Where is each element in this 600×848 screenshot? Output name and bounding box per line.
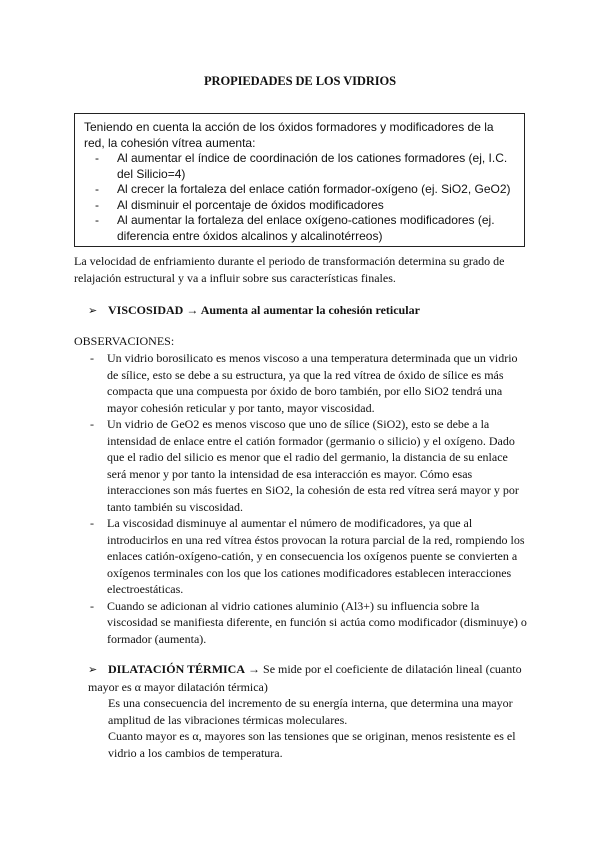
dilatation-heading-rest: → Se mide por el coeficiente de dilatación lineal (cuanto mayor es α mayor dilatación térmica) [88,662,522,694]
dilatation-line: Cuanto mayor es α, mayores son las tensiones que se originan, menos resistente es el vidrio a los cambios de temperatura. [108,729,516,760]
dilatation-heading [88,661,528,695]
viscosity-heading-text: VISCOSIDAD → Aumenta al aumentar la cohesión reticular [108,303,420,317]
list-item: - Al crecer la fortaleza del enlace catión formador-oxígeno (ej. SiO2, GeO2) [84,182,516,198]
box-intro: Teniendo en cuenta la acción de los óxidos formadores y modificadores de la red, la cohesión vítrea aumenta: [84,120,494,150]
list-item: - Al disminuir el porcentaje de óxidos modificadores [84,198,516,214]
arrow-bullet-icon: ➢ [88,305,98,317]
dilatation-heading-bold: DILATACIÓN TÉRMICA [108,662,246,676]
cohesion-list [84,151,516,244]
cooling-paragraph: La velocidad de enfriamiento durante el periodo de transformación determina su grado de relajación estructural y va a influir sobre sus características finales. [74,254,505,285]
arrow-bullet-icon: ➢ [88,664,98,676]
list-item: - Al aumentar el índice de coordinación de los cationes formadores (ej, I.C. del Silicio=4) [84,151,516,182]
list-item: - Al aumentar la fortaleza del enlace oxígeno-cationes modificadores (ej. diferencia entre óxidos alcalinos y alcalinotérreos) [84,213,516,244]
cohesion-box [74,113,525,247]
list-item: - Un vidrio borosilicato es menos viscoso a una temperatura determinada que un vidrio de sílice, esto se debe a su estructura, ya que la red vítrea de óxido de sílice es más compacta que una compuesta por óxido de boro también, por ello SiO2 tendrá una mayor cohesión reticular y por tanto, mayor viscosidad. [74,350,529,416]
observations-list [74,350,529,647]
dilatation-line: Es una consecuencia del incremento de su energía interna, que determina una mayor amplitud de las vibraciones térmicas moleculares. [108,696,513,727]
list-item: - La viscosidad disminuye al aumentar el número de modificadores, ya que al introducirlos en una red vítrea éstos provocan la rotura parcial de la red, rompiendo los enlaces catión-oxígeno-catión, y en consecuencia los oxígenos puente se convierten a oxígenos terminales con los que los cationes modificadores establecen interacciones electroestáticas. [74,515,529,598]
dilatation-section [88,661,528,761]
list-item: - Un vidrio de GeO2 es menos viscoso que uno de sílice (SiO2), esto se debe a la intensidad de enlace entre el catión formador (germanio o silicio) y el oxígeno. Dado que el radio del silicio es menor que el radio del germanio, la distancia de su enlace será menor y por tanto la intensidad de esa interacción es mayor. Cómo esas interacciones son más fuertes en SiO2, la cohesión de esta red vítrea será mayor y por tanto también su viscosidad. [74,416,529,515]
page-title: PROPIEDADES DE LOS VIDRIOS [203,74,396,88]
list-item: - Cuando se adicionan al vidrio cationes aluminio (Al3+) su influencia sobre la viscosidad se manifiesta diferente, en función si actúa como modificador (disminuye) o formador (aumenta). [74,598,529,648]
observations-label: OBSERVACIONES: [74,334,175,348]
viscosity-heading [88,302,420,320]
